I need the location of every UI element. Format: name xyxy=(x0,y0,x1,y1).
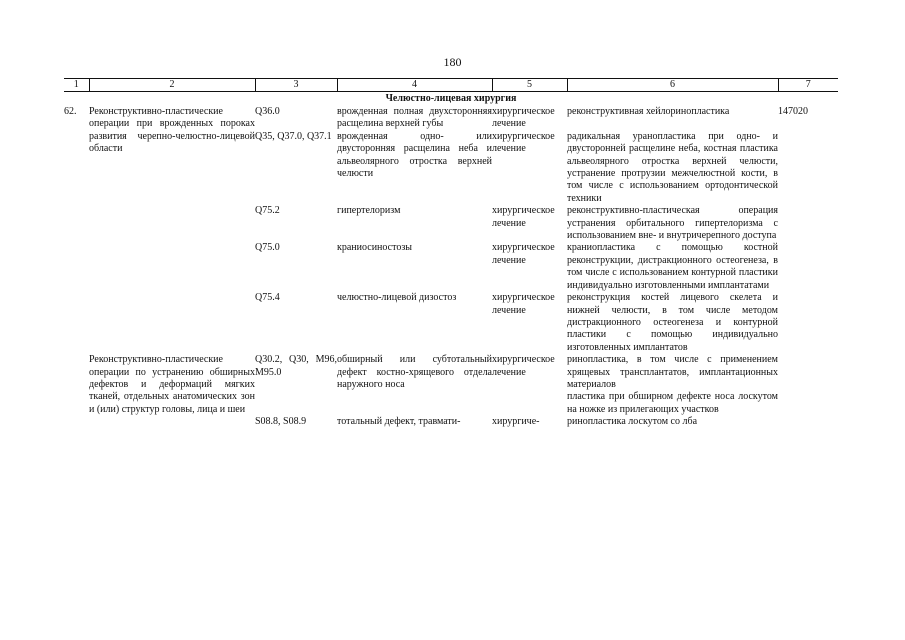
section-title: Челюстно-лицевая хирургия xyxy=(385,93,517,104)
treatment-method: реконструктивно-пластическая операция устранения орбитального гипертелоризма с использованием вне- и внутричерепного доступа xyxy=(567,205,778,242)
column-header: 3 xyxy=(255,79,337,92)
cost-value: 147020 xyxy=(778,106,808,117)
procedures-table xyxy=(64,78,838,429)
icd-codes: Q36.0 xyxy=(255,106,280,117)
row-number xyxy=(64,416,89,428)
column-header: 7 xyxy=(778,79,838,92)
diagnosis: обширный или субтотальный дефект костно-хрящевого отдела наружного носа xyxy=(337,354,492,390)
icd-codes: Q75.0 xyxy=(255,242,280,254)
cost-value xyxy=(778,242,838,292)
treatment-method: реконструктивная хейлоринопластика xyxy=(567,106,730,117)
procedure-group-name: Реконструктивно-пластические операции по устранению обширных дефектов и деформаций мягких тканей, отдельных анатомических зон и (или) структур головы, лица и шеи xyxy=(89,354,255,415)
section-title-row xyxy=(64,92,838,107)
treatment-type: хирургическое лечение xyxy=(492,354,555,378)
column-header: 2 xyxy=(89,79,255,92)
treatment-type: хирургическое лечение xyxy=(492,106,555,130)
treatment-method: реконструкция костей лицевого скелета и нижней челюсти, в том числе методом дистракционного остеогенеза и контурной пластики с помощью индивидуально изготовленных имплантатов xyxy=(567,292,778,353)
row-number xyxy=(64,205,89,242)
treatment-type: хирургическое лечение xyxy=(492,205,555,229)
column-header: 6 xyxy=(567,79,778,92)
procedure-group-name: Реконструктивно-пластические операции при врожденных пороках развития черепно-челюстно-лицевой области xyxy=(89,106,255,155)
treatment-method: радикальная уранопластика при одно- и двусторонней расщелине неба, костная пластика альвеолярного отростка верхней челюсти, устранение протрузии межчелюстной кости, в том числе с использованием ортодонтической техники xyxy=(567,130,778,204)
icd-codes: S08.8, S08.9 xyxy=(255,416,307,428)
column-header: 4 xyxy=(337,79,492,92)
row-number xyxy=(64,242,89,292)
diagnosis: челюстно-лицевой дизостоз xyxy=(337,292,457,304)
diagnosis: врожденная полная двухсторонняя расщелина верхней губы xyxy=(337,106,492,130)
treatment-method: ринопластика, в том числе с применением хрящевых трансплантатов, имплантационных материалов пластика при обширном дефекте носа лоскутом на ножке из прилегающих участков xyxy=(567,354,778,415)
cost-value xyxy=(778,354,838,416)
diagnosis: гипертелоризм xyxy=(337,205,401,217)
treatment-type: хирургическое лечение xyxy=(492,292,555,316)
icd-codes: Q35, Q37.0, Q37.1 xyxy=(255,130,332,142)
row-number: 62. xyxy=(64,106,77,117)
icd-codes: Q75.4 xyxy=(255,292,280,304)
cost-value xyxy=(778,292,838,354)
treatment-method: краниопластика с помощью костной реконструкции, дистракционного остеогенеза, в том числе с использованием контурной пластики индивидуально изготовленными имплантатами xyxy=(567,242,778,291)
cost-value xyxy=(778,205,838,242)
diagnosis: краниосиностозы xyxy=(337,242,412,254)
icd-codes: Q75.2 xyxy=(255,205,280,217)
column-header: 5 xyxy=(492,79,567,92)
treatment-type: хирургическое лечение xyxy=(492,242,555,266)
table-row xyxy=(64,354,838,416)
cost-value xyxy=(778,416,838,428)
cost-value xyxy=(778,131,838,205)
row-number xyxy=(64,131,89,205)
icd-codes: Q30.2, Q30, M96, M95.0 xyxy=(255,354,337,378)
table-row xyxy=(64,106,838,131)
page-number: 180 xyxy=(443,55,462,69)
diagnosis: тотальный дефект, травмати- xyxy=(337,416,461,428)
row-number xyxy=(64,292,89,354)
treatment-type: хирургическое лечение xyxy=(492,130,555,155)
treatment-type: хирургиче- xyxy=(492,416,540,428)
column-number-header xyxy=(64,79,838,92)
treatment-method: ринопластика лоскутом со лба xyxy=(567,416,698,428)
diagnosis: врожденная одно- или двусторонняя расщелина неба и альвеолярного отростка верхней челюсти xyxy=(337,130,492,180)
row-number xyxy=(64,354,89,416)
column-header: 1 xyxy=(64,79,89,92)
